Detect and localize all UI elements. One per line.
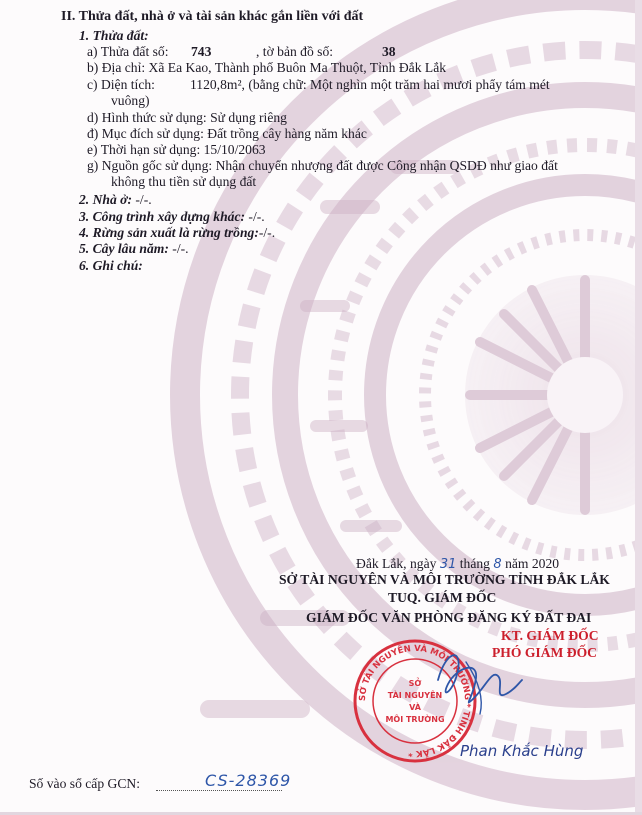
area-value-line1: 1120,8m², (bằng chữ: Một nghìn một trăm hai mươi phẩy tám mét bbox=[190, 77, 550, 92]
area-label: c) Diện tích: bbox=[87, 77, 155, 92]
construction-label: 3. Công trình xây dựng khác: bbox=[79, 209, 246, 224]
signing-place: Đắk Lắk, ngày bbox=[356, 556, 437, 571]
plot-number-value: 743 bbox=[191, 44, 212, 59]
trees-value: -/-. bbox=[168, 241, 189, 256]
forest-row bbox=[79, 225, 275, 241]
kt-line: KT. GIÁM ĐỐC bbox=[501, 628, 599, 643]
signing-date-line bbox=[356, 556, 559, 573]
usage-purpose-line: đ) Mục đích sử dụng: Đất trồng cây hàng năm khác bbox=[87, 126, 367, 141]
usage-form-line: d) Hình thức sử dụng: Sử dụng riêng bbox=[87, 110, 287, 125]
section-title: II. Thửa đất, nhà ở và tài sản khác gắn liền với đất bbox=[61, 9, 364, 24]
registry-label: Số vào sổ cấp GCN: bbox=[29, 776, 141, 791]
origin-line2: không thu tiền sử dụng đất bbox=[111, 174, 257, 189]
area-value-line2: vuông) bbox=[111, 93, 150, 108]
registry-value: CS-28369 bbox=[205, 771, 292, 790]
right-border-strip bbox=[635, 0, 642, 815]
stamp-center-top: SỞ bbox=[408, 679, 422, 688]
registry-dotted-line bbox=[156, 790, 282, 791]
stamp-center-and: VÀ bbox=[409, 703, 421, 712]
origin-line1: g) Nguồn gốc sử dụng: Nhận chuyển nhượng đất được Công nhận QSDĐ như giao đất bbox=[87, 158, 558, 173]
usage-term-line: e) Thời hạn sử dụng: 15/10/2063 bbox=[87, 142, 266, 157]
stamp-ring-text: SỞ TÀI NGUYÊN VÀ MÔI TRƯỜNG * TỈNH ĐẮK LẮK * bbox=[357, 643, 473, 759]
map-number-label: , tờ bản đồ số: bbox=[256, 44, 334, 59]
deputy-title: PHÓ GIÁM ĐỐC bbox=[492, 645, 597, 660]
construction-value: -/-. bbox=[245, 209, 265, 224]
office-title: GIÁM ĐỐC VĂN PHÒNG ĐĂNG KÝ ĐẤT ĐAI bbox=[306, 610, 592, 625]
signing-year: năm 2020 bbox=[505, 556, 560, 571]
forest-label: 4. Rừng sản xuất là rừng trồng: bbox=[79, 225, 259, 240]
authority-name: SỞ TÀI NGUYÊN VÀ MÔI TRƯỜNG TỈNH ĐẮK LẮK bbox=[279, 572, 610, 587]
house-label: 2. Nhà ở: bbox=[79, 192, 132, 207]
stamp-center-mid: TÀI NGUYÊN bbox=[387, 691, 443, 700]
map-number-value: 38 bbox=[382, 44, 396, 59]
construction-row bbox=[79, 209, 265, 225]
signing-day: 31 bbox=[439, 557, 457, 572]
plot-number-label: a) Thửa đất số: bbox=[87, 44, 169, 59]
signing-month: 8 bbox=[493, 557, 502, 572]
forest-value: -/-. bbox=[258, 225, 276, 240]
handwritten-signature bbox=[418, 640, 528, 720]
stamp-center-bot: MÔI TRƯỜNG bbox=[385, 715, 445, 724]
tuq-line: TUQ. GIÁM ĐỐC bbox=[388, 590, 497, 605]
land-heading: 1. Thửa đất: bbox=[79, 28, 149, 43]
notes-label: 6. Ghi chú: bbox=[79, 258, 143, 273]
house-row bbox=[79, 192, 152, 208]
address-line: b) Địa chỉ: Xã Ea Kao, Thành phố Buôn Ma Thuột, Tỉnh Đắk Lắk bbox=[87, 60, 447, 75]
signer-name: Phan Khắc Hùng bbox=[460, 742, 584, 760]
trees-label: 5. Cây lâu năm: bbox=[79, 241, 169, 256]
house-value: -/-. bbox=[132, 192, 152, 207]
signing-month-label: tháng bbox=[459, 556, 490, 571]
trees-row bbox=[79, 241, 189, 257]
